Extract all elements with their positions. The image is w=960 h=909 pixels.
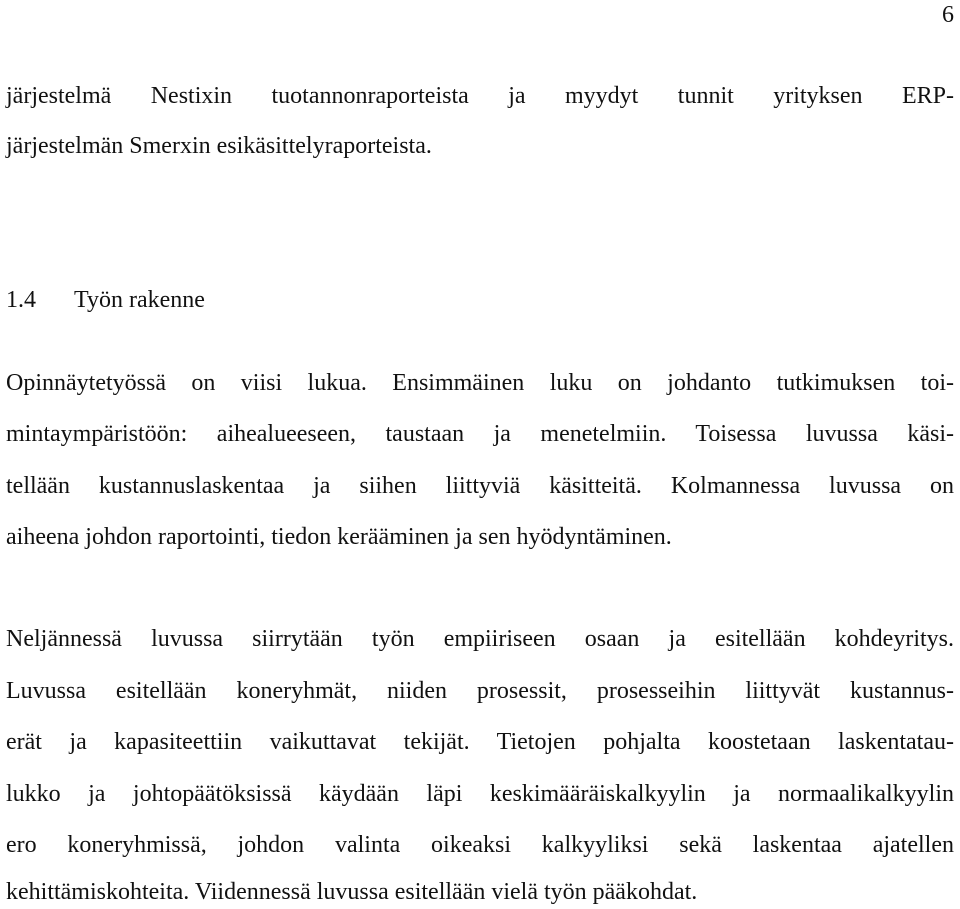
section-number: 1.4 (6, 287, 36, 313)
page-number: 6 (942, 2, 954, 28)
text-line: aiheena johdon raportointi, tiedon kerääminen ja sen hyödyntäminen. (6, 524, 672, 550)
text-line: tellään kustannuslaskentaa ja siihen liittyviä käsitteitä. Kolmannessa luvussa on (6, 473, 954, 499)
text-line: järjestelmän Smerxin esikäsittelyraporteista. (6, 133, 432, 159)
text-line: Luvussa esitellään koneryhmät, niiden prosessit, prosesseihin liittyvät kustannus- (6, 678, 954, 704)
text-line: järjestelmä Nestixin tuotannonraporteista ja myydyt tunnit yrityksen ERP- (6, 83, 954, 109)
text-line: kehittämiskohteita. Viidennessä luvussa esitellään vielä työn pääkohdat. (6, 879, 698, 905)
text-line: ero koneryhmissä, johdon valinta oikeaksi kalkyyliksi sekä laskentaa ajatellen (6, 832, 954, 858)
text-line: lukko ja johtopäätöksissä käydään läpi keskimääräiskalkyylin ja normaalikalkyylin (6, 781, 954, 807)
text-line: erät ja kapasiteettiin vaikuttavat tekijät. Tietojen pohjalta koostetaan laskentatau- (6, 729, 954, 755)
section-heading (6, 285, 954, 315)
text-line: Opinnäytetyössä on viisi lukua. Ensimmäinen luku on johdanto tutkimuksen toi- (6, 370, 954, 396)
text-line: Neljännessä luvussa siirrytään työn empiiriseen osaan ja esitellään kohdeyritys. (6, 626, 954, 652)
text-line: mintaympäristöön: aihealueeseen, taustaan ja menetelmiin. Toisessa luvussa käsi- (6, 421, 954, 447)
section-title: Työn rakenne (74, 287, 205, 313)
